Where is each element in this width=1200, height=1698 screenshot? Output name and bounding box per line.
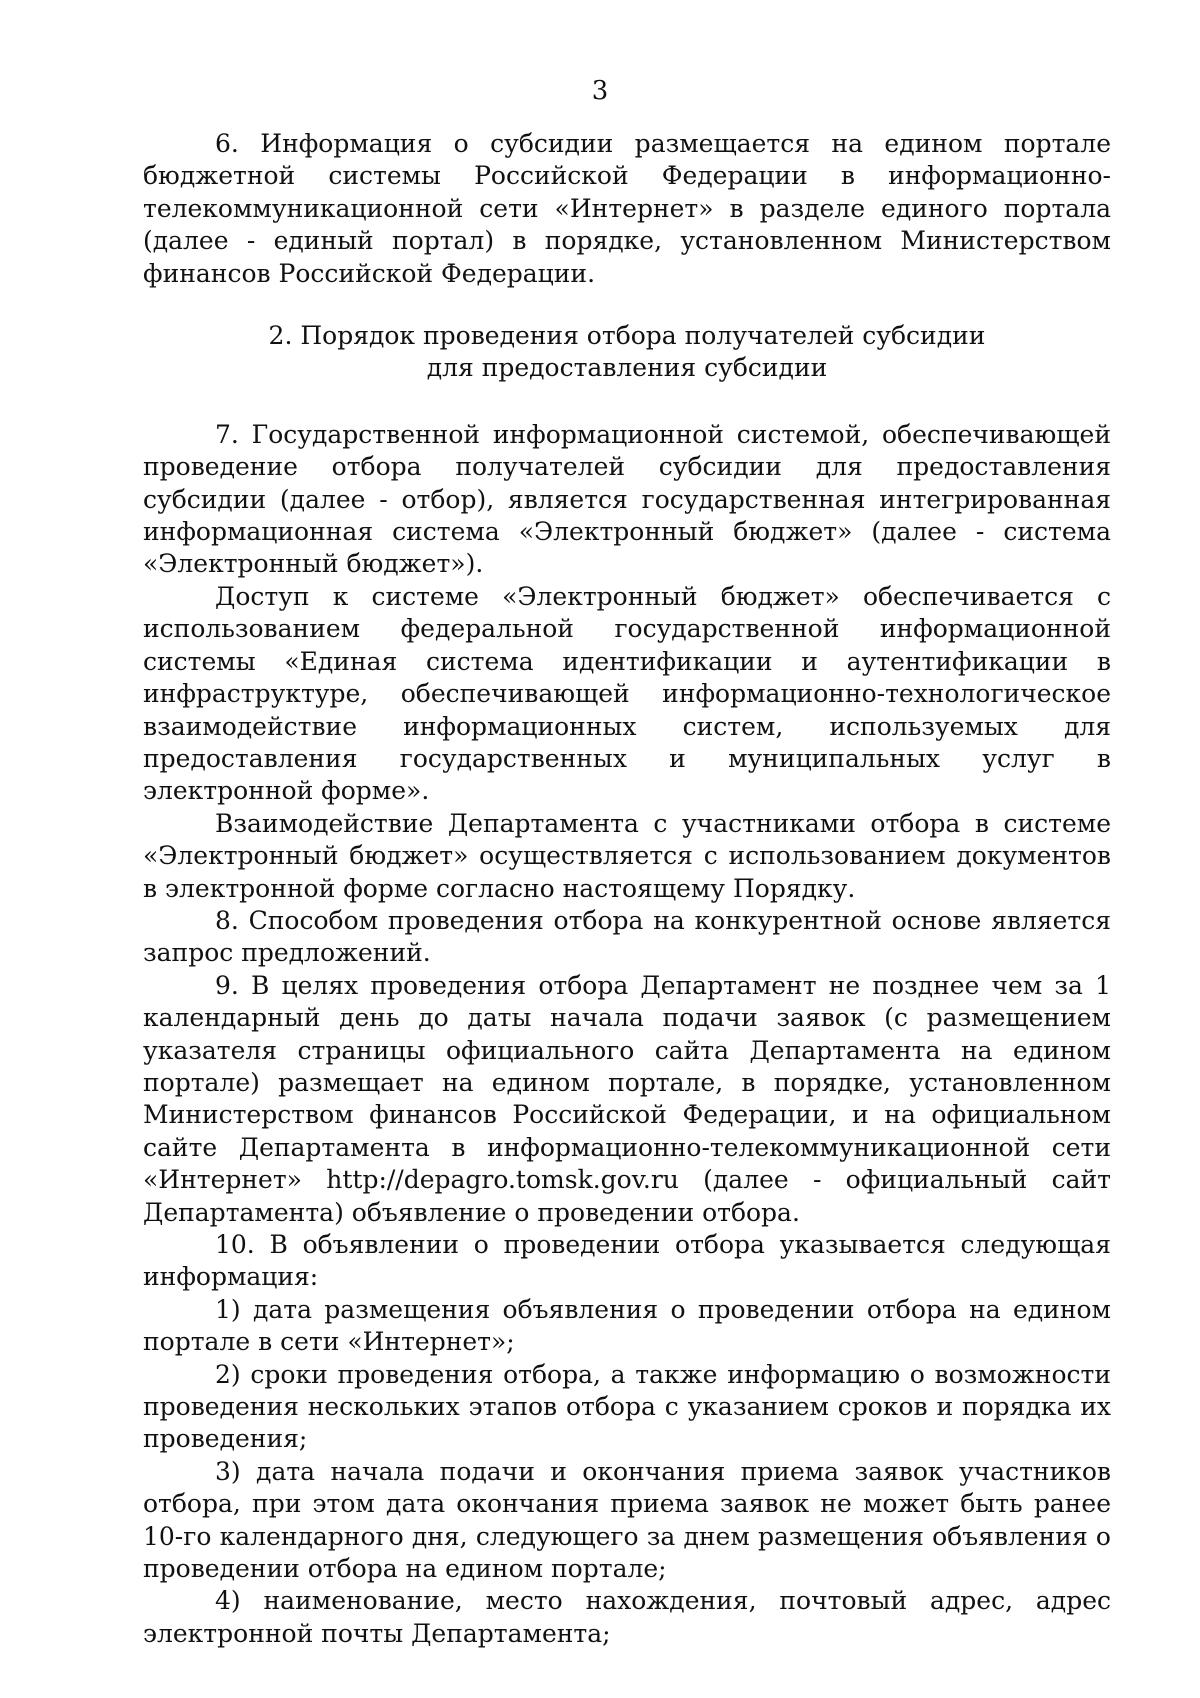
paragraph-8: 8. Способом проведения отбора на конкурентной основе является запрос предложений. — [143, 905, 1111, 968]
paragraph-10: 10. В объявлении о проведении отбора указывается следующая информация: — [143, 1230, 1111, 1292]
section-heading-line-1: 2. Порядок проведения отбора получателей субсидии — [268, 321, 986, 351]
section-heading-line-2: для предоставления субсидии — [426, 353, 828, 383]
paragraph-6: 6. Информация о субсидии размещается на едином портале бюджетной системы Российской Федерации в информационно-телекоммуникационной сети «Интернет» в разделе единого портала (далее - единый портал) в порядке, установленном Министерством финансов Российской Федерации. — [143, 129, 1111, 288]
paragraph-9: 9. В целях проведения отбора Департамент не позднее чем за 1 календарный день до даты начала подачи заявок (с размещением указателя страницы официального сайта Департамента на едином портале) размещает на едином портале, в порядке, установленном Министерством финансов Российской Федерации, и на официальном сайте Департамента в информационно-телекоммуникационной сети «Интернет» http://depagro.tomsk.gov.ru (далее - официальный сайт Департамента) объявление о проведении отбора. — [143, 970, 1111, 1227]
list-item-1: 1) дата размещения объявления о проведении отбора на едином портале в сети «Интернет»; — [143, 1294, 1111, 1357]
list-item-2: 2) сроки проведения отбора, а также информацию о возможности проведения нескольких этапов отбора с указанием сроков и порядка их проведения; — [143, 1359, 1111, 1454]
section-heading — [143, 320, 1111, 385]
paragraph-access: Доступ к системе «Электронный бюджет» обеспечивается с использованием федеральной государственной информационной системы «Единая система идентификации и аутентификации в инфраструктуре, обеспечивающей информационно-технологическое взаимодействие информационных систем, используемых для предоставления государственных и муниципальных услуг в электронной форме». — [143, 581, 1111, 806]
list-item-4: 4) наименование, место нахождения, почтовый адрес, адрес электронной почты Департамента; — [143, 1586, 1111, 1648]
paragraph-interaction: Взаимодействие Департамента с участниками отбора в системе «Электронный бюджет» осуществляется с использованием документов в электронной форме согласно настоящему Порядку. — [143, 808, 1111, 903]
document-body — [143, 128, 1111, 1650]
page-number: 3 — [591, 76, 609, 106]
list-item-3: 3) дата начала подачи и окончания приема заявок участников отбора, при этом дата окончания приема заявок не может быть ранее 10-го календарного дня, следующего за днем размещения объявления о проведении отбора на едином портале; — [143, 1456, 1111, 1584]
paragraph-7: 7. Государственной информационной системой, обеспечивающей проведение отбора получателей субсидии для предоставления субсидии (далее - отбор), является государственная интегрированная информационная система «Электронный бюджет» (далее - система «Электронный бюджет»). — [143, 419, 1111, 579]
